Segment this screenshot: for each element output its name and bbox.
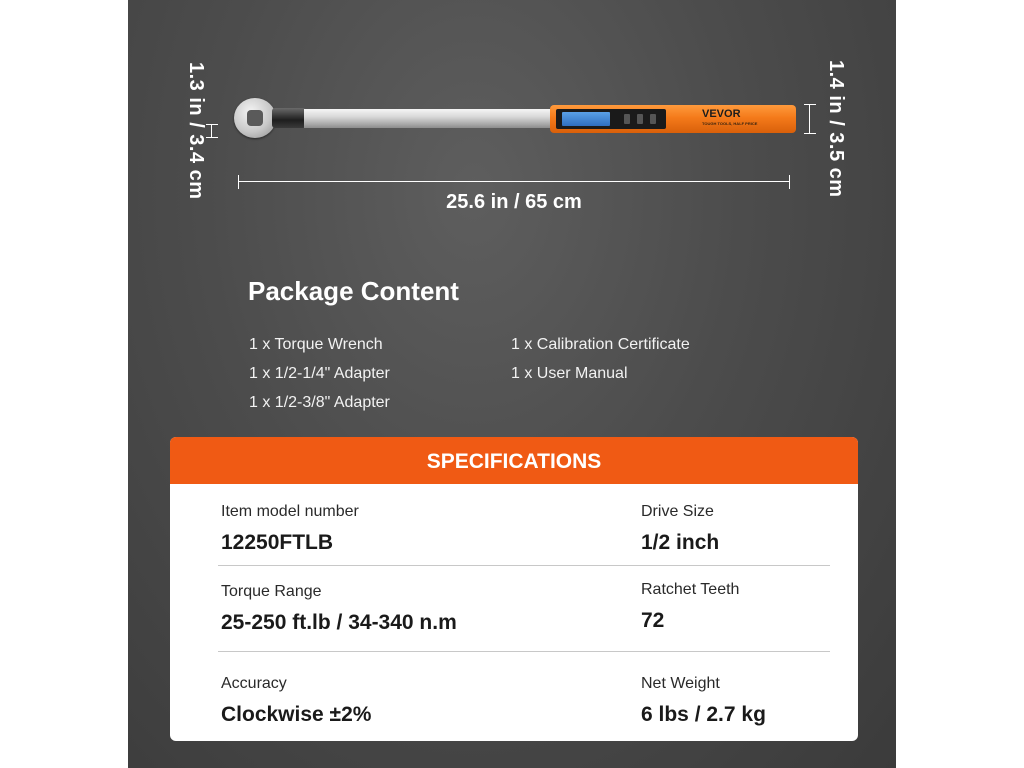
- brand-tagline: TOUGH TOOLS, HALF PRICE: [702, 121, 758, 126]
- package-item: 1 x User Manual: [511, 365, 628, 382]
- brand-logo: VEVOR: [702, 108, 741, 120]
- wrench-handle: [550, 105, 796, 133]
- wrench-shaft: [304, 109, 554, 128]
- package-item: 1 x 1/2-3/8" Adapter: [249, 394, 390, 411]
- length-label: 25.6 in / 65 cm: [446, 191, 582, 213]
- product-image-panel: [128, 0, 896, 768]
- spec-row: [170, 675, 858, 741]
- head-height-marker: [206, 124, 218, 138]
- package-list-column-2: [511, 334, 690, 392]
- lcd-screen-icon: [562, 112, 610, 126]
- package-list-column-1: [249, 334, 390, 421]
- spec-ratchet-teeth: [641, 581, 739, 633]
- handle-height-label: 1.4 in / 3.5 cm: [825, 60, 847, 198]
- spec-row: [170, 583, 858, 669]
- spec-value: 12250FTLB: [221, 531, 334, 554]
- package-item: 1 x Torque Wrench: [249, 336, 383, 353]
- spec-value: 72: [641, 609, 665, 632]
- spec-net-weight: [641, 675, 766, 727]
- display-buttons-icon: [620, 114, 660, 124]
- spec-label: Drive Size: [641, 503, 714, 520]
- head-height-label: 1.3 in / 3.4 cm: [185, 62, 207, 200]
- spec-torque-range: [221, 583, 457, 635]
- spec-value: 25-250 ft.lb / 34-340 n.m: [221, 611, 457, 634]
- length-dimension-line: [238, 175, 790, 189]
- specifications-header: SPECIFICATIONS: [170, 437, 858, 484]
- ratchet-head-icon: [234, 98, 276, 138]
- package-item: 1 x 1/2-1/4" Adapter: [249, 365, 390, 382]
- spec-item-model: [221, 503, 359, 555]
- specifications-card: [170, 437, 858, 741]
- spec-value: 6 lbs / 2.7 kg: [641, 703, 766, 726]
- spec-label: Net Weight: [641, 675, 720, 692]
- package-item: 1 x Calibration Certificate: [511, 336, 690, 353]
- spec-divider: [218, 565, 830, 566]
- spec-label: Torque Range: [221, 583, 322, 600]
- wrench-neck: [272, 108, 306, 128]
- spec-drive-size: [641, 503, 719, 555]
- digital-display: [556, 109, 666, 129]
- spec-value: Clockwise ±2%: [221, 703, 372, 726]
- spec-divider: [218, 651, 830, 652]
- spec-label: Ratchet Teeth: [641, 581, 740, 598]
- spec-label: Item model number: [221, 503, 359, 520]
- spec-row: [170, 503, 858, 589]
- torque-wrench-image: [228, 96, 798, 146]
- spec-value: 1/2 inch: [641, 531, 720, 554]
- handle-height-marker: [804, 104, 816, 134]
- package-content-title: Package Content: [248, 276, 459, 306]
- spec-accuracy: [221, 675, 371, 727]
- spec-label: Accuracy: [221, 675, 287, 692]
